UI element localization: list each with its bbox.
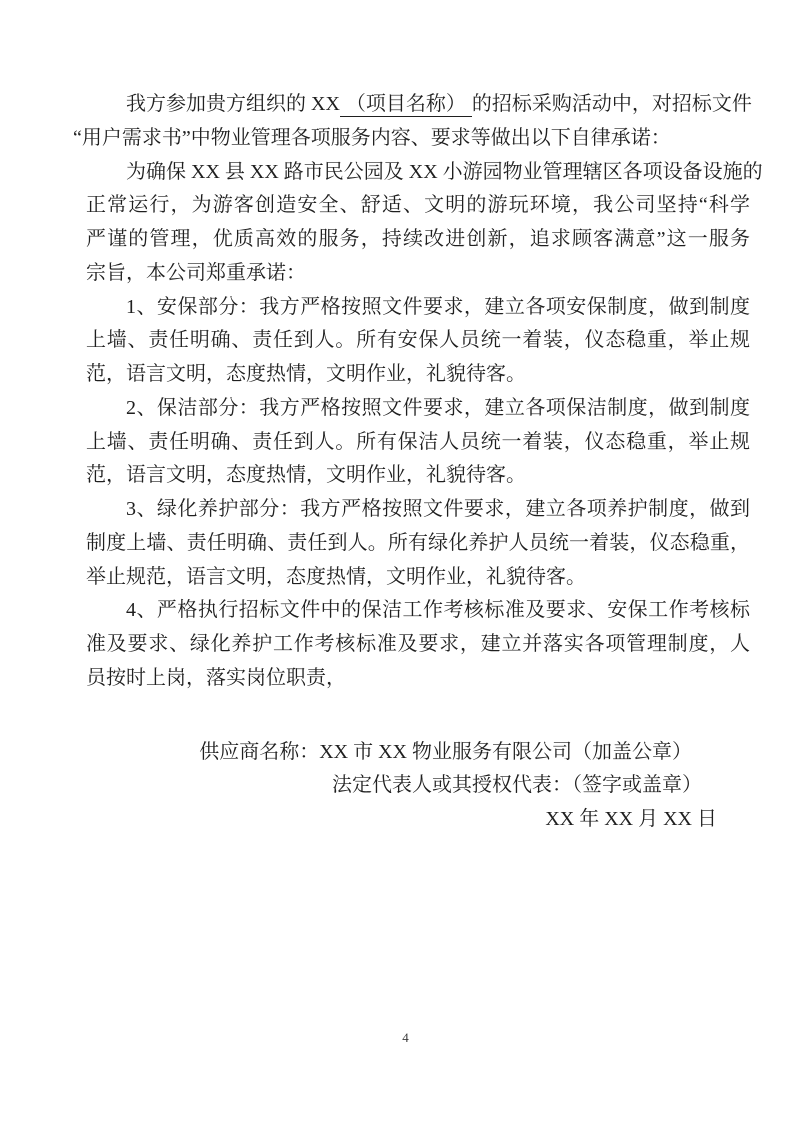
text-segment: 制度上墙、责任明确、责任到人。所有绿化养护人员统一着装，仪态稳重，: [86, 531, 750, 554]
text-segment: “用户需求书”中物业管理各项服务内容、要求等做出以下自律承诺：: [73, 126, 671, 149]
text-segment: 的招标采购活动中，对招标文件: [471, 93, 752, 115]
text-line: [86, 257, 750, 291]
text-line: [86, 459, 750, 493]
text-segment: 准及要求、绿化养护工作考核标准及要求，建立并落实各项管理制度，人: [86, 633, 750, 655]
text-segment: 2、保洁部分：我方严格按照文件要求，建立各项保洁制度，做到制度: [126, 396, 750, 419]
text-line: [73, 122, 750, 156]
paragraph: [86, 594, 750, 695]
text-segment: 为确保 XX 县 XX 路市民公园及 XX 小游园物业管理辖区各项设备设施的: [126, 160, 763, 183]
text-line: [86, 291, 750, 325]
text-segment: 上墙、责任明确、责任到人。所有安保人员统一着装，仪态稳重，举止规: [86, 329, 750, 352]
text-line: [86, 493, 750, 527]
date-line: XX 年 XX 月 XX 日: [545, 808, 717, 830]
text-segment: 上墙、责任明确、责任到人。所有保洁人员统一着装，仪态稳重，举止规: [86, 430, 750, 453]
text-segment: 3、绿化养护部分：我方严格按照文件要求，建立各项养护制度，做到: [126, 498, 750, 520]
text-line: [86, 189, 750, 223]
text-line: [86, 392, 750, 426]
paragraph: [86, 291, 750, 392]
text-line: [86, 156, 763, 190]
document-content: [73, 88, 763, 837]
text-segment: 宗旨，本公司郑重承诺：: [86, 261, 306, 284]
paragraph: [86, 156, 763, 291]
text-segment: 举止规范，语言文明，态度热情，文明作业，礼貌待客。: [86, 565, 586, 588]
page-number: 4: [402, 1030, 409, 1045]
text-segment: 范，语言文明，态度热情，文明作业，礼貌待客。: [86, 363, 526, 385]
text-line: [86, 358, 750, 392]
supplier-name-line: 供应商名称：XX 市 XX 物业服务有限公司（加盖公章）: [199, 740, 692, 763]
text-segment: 严谨的管理，优质高效的服务，持续改进创新，追求顾客满意”这一服务: [86, 228, 750, 250]
signature-block: [86, 736, 750, 837]
text-segment: 范，语言文明，态度热情，文明作业，礼貌待客。: [86, 464, 526, 487]
text-line: [86, 527, 750, 561]
text-line: [86, 223, 750, 257]
paragraph: [86, 493, 750, 594]
text-line: [86, 324, 750, 358]
text-segment: 4、严格执行招标文件中的保洁工作考核标准及要求、安保工作考核标: [126, 599, 750, 622]
legal-representative-line: 法定代表人或其授权代表：（签字或盖章）: [332, 774, 702, 797]
text-line: [86, 662, 750, 696]
text-segment: 正常运行，为游客创造安全、舒适、文明的游玩环境，我公司坚持“科学: [86, 194, 750, 217]
document-body: [73, 88, 763, 696]
text-line: [86, 88, 750, 122]
text-line: [86, 594, 750, 628]
text-segment: 我方参加贵方组织的 XX: [126, 93, 340, 115]
text-line: [86, 426, 750, 460]
paragraph: [86, 392, 750, 493]
text-segment: 员按时上岗，落实岗位职责，: [86, 666, 346, 689]
text-line: [86, 561, 750, 595]
text-line: [86, 628, 750, 662]
underlined-project-name-blank: （项目名称）: [340, 93, 472, 117]
paragraph: [73, 88, 752, 156]
text-segment: 1、安保部分：我方严格按照文件要求，建立各项安保制度，做到制度: [126, 295, 750, 318]
